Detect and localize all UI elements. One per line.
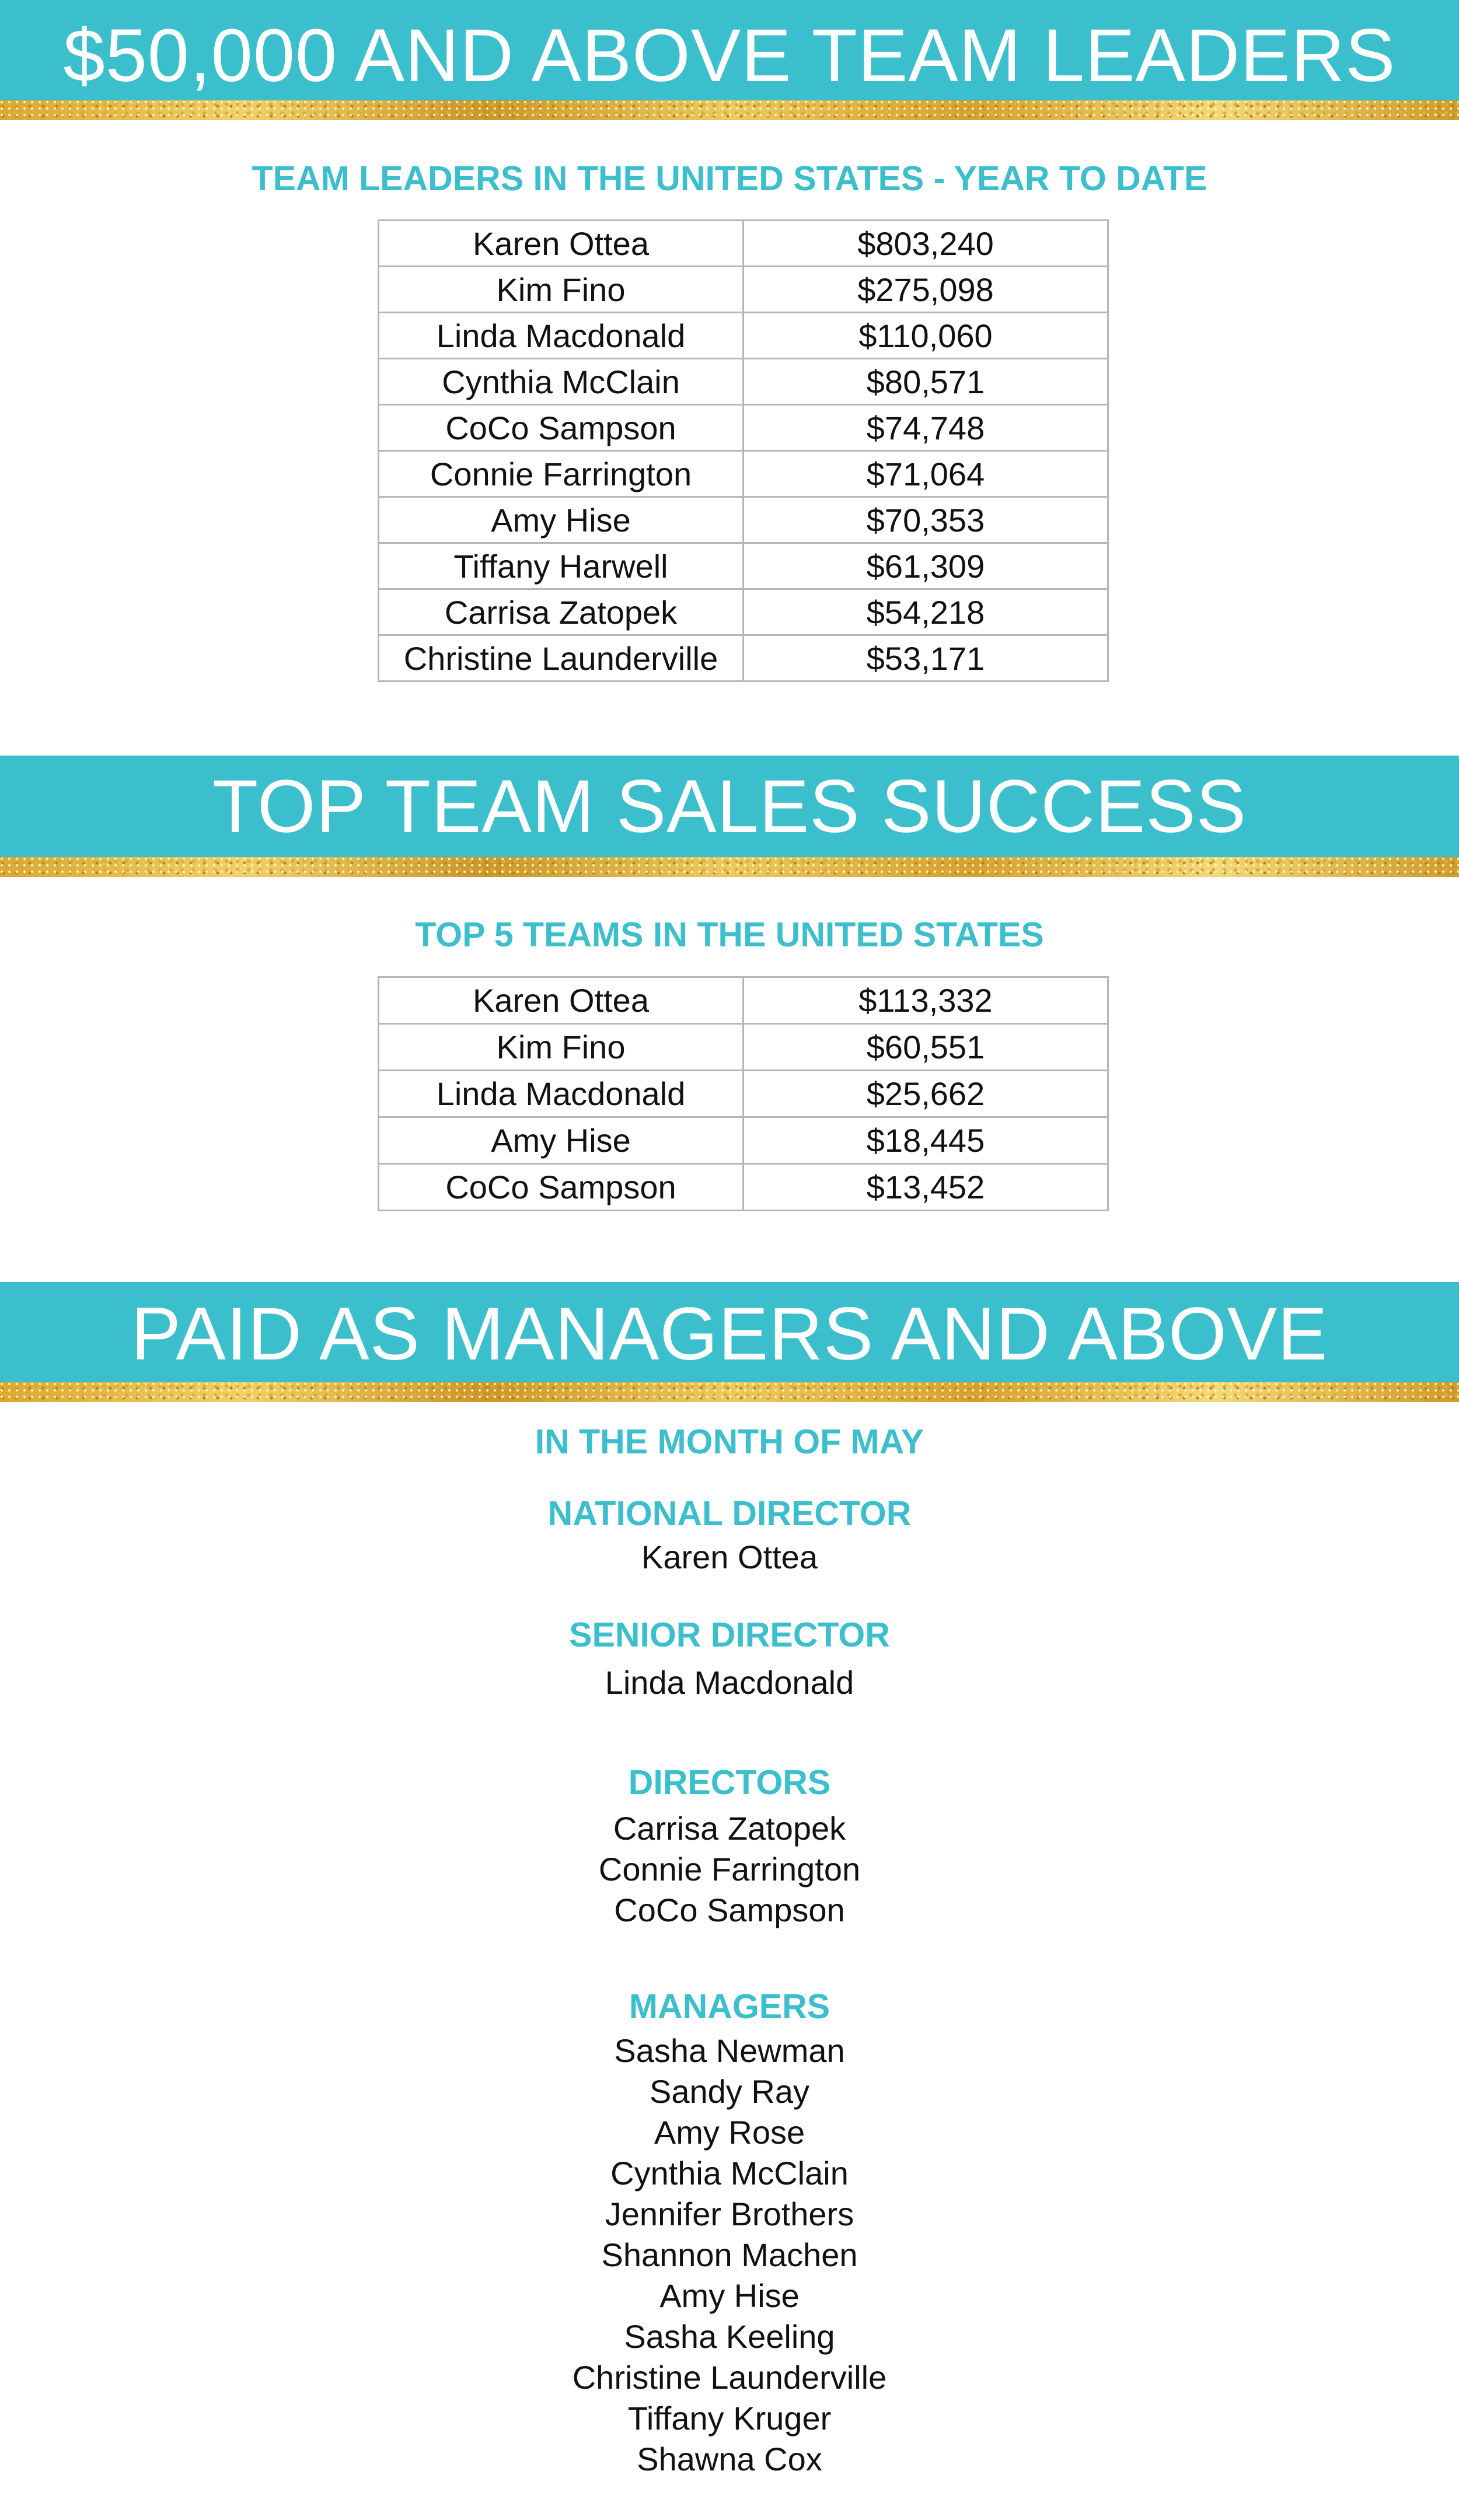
table-row — [379, 977, 1108, 1024]
table-row — [379, 1024, 1108, 1071]
table-row — [379, 589, 1108, 635]
gold-glitter-divider — [0, 1382, 1459, 1402]
banner-top-teams — [0, 756, 1459, 862]
banner-title: PAID AS MANAGERS AND ABOVE — [131, 1292, 1328, 1376]
list-item: Cynthia McClain — [610, 2155, 849, 2192]
banner-managers — [0, 1282, 1459, 1387]
list-item: Connie Farrington — [598, 1851, 861, 1888]
team-leaders-table — [378, 219, 1109, 682]
leader-name: Amy Hise — [379, 497, 744, 543]
senior-director-title: SENIOR DIRECTOR — [569, 1616, 890, 1654]
team-amount: $60,551 — [744, 1024, 1108, 1071]
leader-name: Carrisa Zatopek — [379, 589, 744, 635]
leader-amount: $71,064 — [744, 451, 1108, 497]
team-name: Karen Ottea — [379, 977, 744, 1024]
directors-list — [0, 1808, 1459, 1931]
table-row — [379, 543, 1108, 589]
top-teams-table — [378, 976, 1109, 1211]
list-item: Karen Ottea — [641, 1539, 818, 1575]
leader-amount: $61,309 — [744, 543, 1108, 589]
gold-glitter-divider — [0, 100, 1459, 120]
table-row — [379, 451, 1108, 497]
section-subtitle: TEAM LEADERS IN THE UNITED STATES - YEAR TO DATE — [252, 159, 1207, 198]
gold-glitter-divider — [0, 857, 1459, 877]
managers-title: MANAGERS — [629, 1987, 830, 2026]
list-item: Amy Hise — [659, 2277, 800, 2314]
leader-name: Tiffany Harwell — [379, 543, 744, 589]
table-row — [379, 497, 1108, 543]
leader-amount: $80,571 — [744, 359, 1108, 405]
leader-name: Connie Farrington — [379, 451, 744, 497]
team-name: Linda Macdonald — [379, 1071, 744, 1117]
list-item: Sasha Newman — [614, 2032, 845, 2069]
directors-title: DIRECTORS — [628, 1763, 831, 1802]
section-subtitle: TOP 5 TEAMS IN THE UNITED STATES — [415, 915, 1044, 954]
table-row — [379, 1071, 1108, 1117]
leader-amount: $53,171 — [744, 635, 1108, 681]
table-row — [379, 1164, 1108, 1211]
national-director-title: NATIONAL DIRECTOR — [547, 1494, 912, 1533]
leader-name: Cynthia McClain — [379, 359, 744, 405]
table-row — [379, 635, 1108, 681]
team-name: CoCo Sampson — [379, 1164, 744, 1211]
leader-name: Karen Ottea — [379, 221, 744, 267]
table-row — [379, 221, 1108, 267]
section-subtitle: IN THE MONTH OF MAY — [535, 1422, 924, 1461]
list-item: CoCo Sampson — [614, 1892, 845, 1928]
managers-list — [0, 2030, 1459, 2480]
team-amount: $18,445 — [744, 1117, 1108, 1164]
leader-amount: $74,748 — [744, 405, 1108, 451]
list-item: Shannon Machen — [601, 2236, 858, 2273]
list-item: Amy Rose — [654, 2114, 805, 2151]
table-row — [379, 313, 1108, 359]
leader-name: CoCo Sampson — [379, 405, 744, 451]
list-item: Tiffany Kruger — [627, 2400, 832, 2437]
list-item: Sasha Keeling — [624, 2318, 835, 2355]
list-item: Sandy Ray — [650, 2073, 809, 2110]
team-name: Kim Fino — [379, 1024, 744, 1071]
national-director-list — [0, 1537, 1459, 1578]
banner-title: TOP TEAM SALES SUCCESS — [212, 765, 1247, 848]
list-item: Shawna Cox — [637, 2441, 822, 2477]
list-item: Linda Macdonald — [605, 1664, 854, 1701]
list-item: Jennifer Brothers — [605, 2196, 854, 2232]
team-amount: $25,662 — [744, 1071, 1108, 1117]
table-row — [379, 359, 1108, 405]
senior-director-list — [0, 1662, 1459, 1703]
team-amount: $113,332 — [744, 977, 1108, 1024]
leader-name: Christine Launderville — [379, 635, 744, 681]
banner-team-leaders — [0, 0, 1459, 105]
table-row — [379, 405, 1108, 451]
leader-amount: $54,218 — [744, 589, 1108, 635]
leader-amount: $70,353 — [744, 497, 1108, 543]
leader-name: Linda Macdonald — [379, 313, 744, 359]
list-item: Christine Launderville — [572, 2359, 887, 2396]
banner-title: $50,000 AND ABOVE TEAM LEADERS — [63, 14, 1396, 97]
team-amount: $13,452 — [744, 1164, 1108, 1211]
list-item: Carrisa Zatopek — [613, 1810, 846, 1847]
table-row — [379, 1117, 1108, 1164]
leader-amount: $275,098 — [744, 267, 1108, 313]
leader-amount: $110,060 — [744, 313, 1108, 359]
table-row — [379, 267, 1108, 313]
leader-name: Kim Fino — [379, 267, 744, 313]
leader-amount: $803,240 — [744, 221, 1108, 267]
team-name: Amy Hise — [379, 1117, 744, 1164]
